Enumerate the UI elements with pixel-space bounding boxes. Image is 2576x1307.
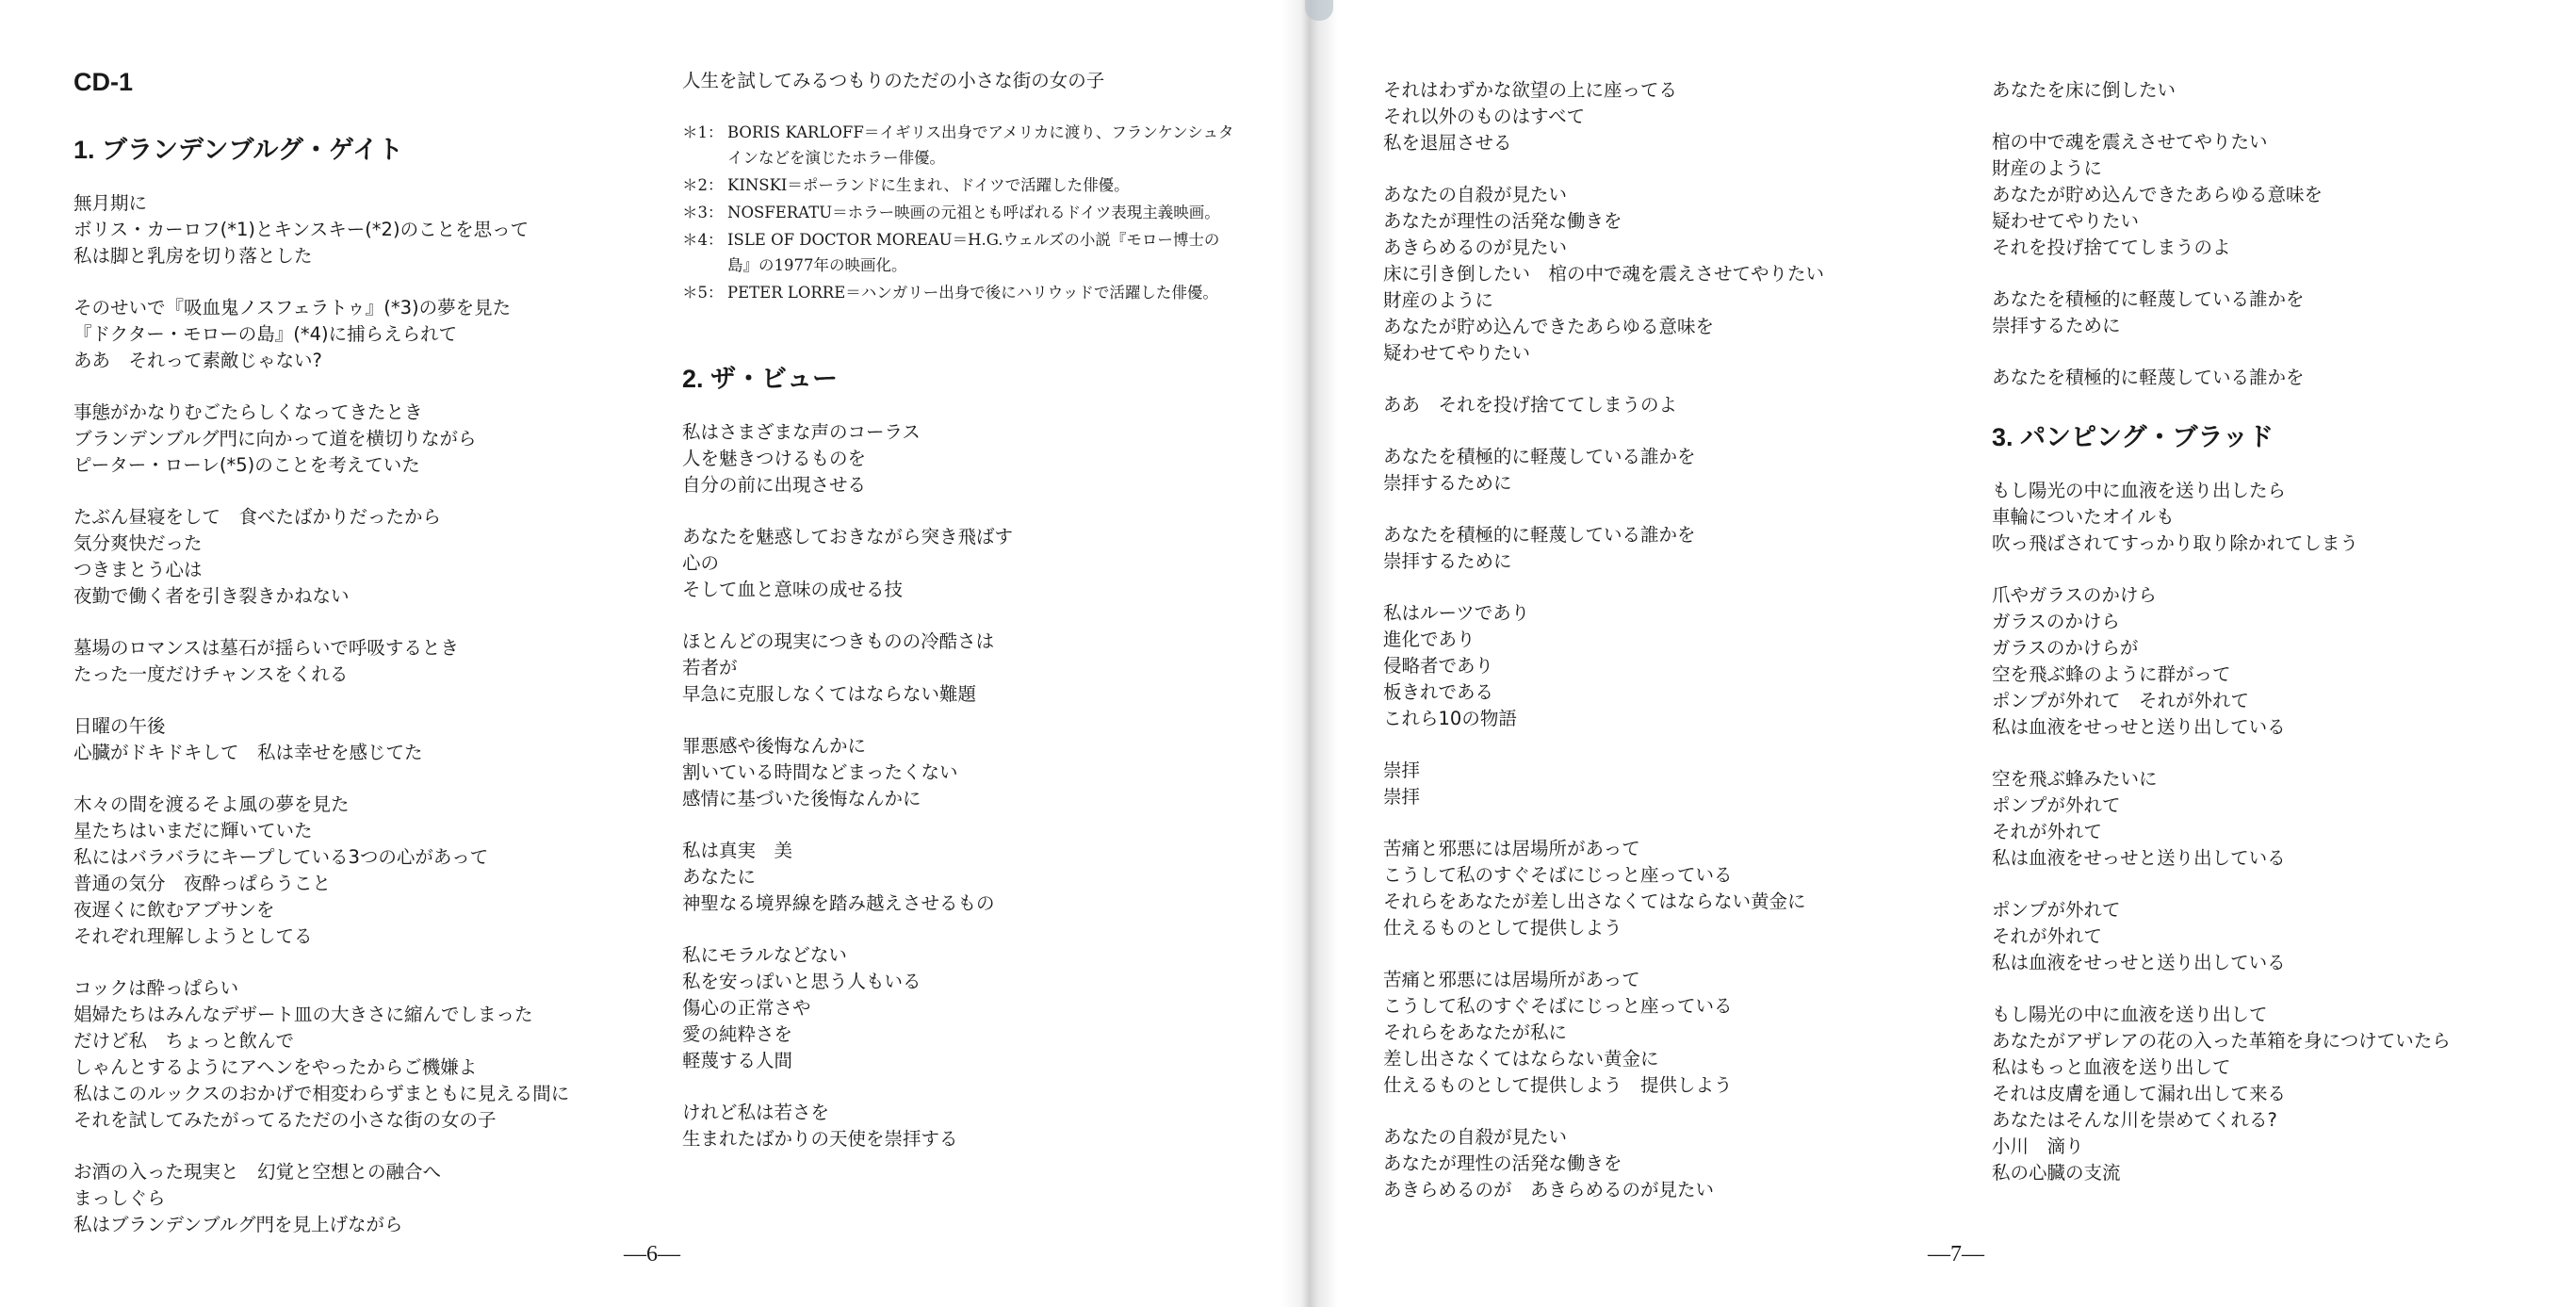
stanza bbox=[1992, 1002, 2576, 1186]
stanza bbox=[73, 792, 658, 950]
lyric-line: 板きれである bbox=[1383, 681, 1494, 703]
lyric-line: 『ドクター・モローの島』(*4)に捕らえられて bbox=[73, 323, 458, 345]
lyric-line: 若者が bbox=[682, 657, 738, 678]
lyric-line: 夜勤で働く者を引き裂きかねない bbox=[73, 585, 350, 607]
lyric-line: ああ それって素敵じゃない? bbox=[73, 350, 322, 371]
lyric-line: それが外れて bbox=[1992, 925, 2103, 947]
lyric-line: あなたを床に倒したい bbox=[1992, 79, 2177, 101]
footnote-mark: ＊1： bbox=[682, 123, 724, 141]
footnote-text: BORIS KARLOFF＝イギリス出身でアメリカに渡り、フランケンシュタインなどを演じたホラー俳優。 bbox=[727, 123, 1234, 167]
lyric-line: そして血と意味の成せる技 bbox=[682, 579, 904, 600]
lyric-line: 疑わせてやりたい bbox=[1383, 342, 1531, 364]
lyric-line: 私の心臓の支流 bbox=[1992, 1162, 2121, 1184]
lyric-line: けれど私は若さを bbox=[682, 1102, 830, 1123]
lyric-line: 私は血液をせっせと送り出している bbox=[1992, 847, 2286, 869]
lyric-line: お酒の入った現実と 幻覚と空想との融合へ bbox=[73, 1161, 442, 1183]
lyric-line: もし陽光の中に血液を送り出して bbox=[1992, 1004, 2268, 1025]
lyric-line: 私はブランデンブルグ門を見上げながら bbox=[73, 1214, 403, 1235]
stanza bbox=[73, 295, 658, 374]
lyric-line: ポンプが外れて bbox=[1992, 794, 2121, 816]
stanza bbox=[682, 68, 1266, 94]
lyric-line: 私は血液をせっせと送り出している bbox=[1992, 716, 2286, 738]
footnotes bbox=[682, 120, 1266, 305]
lyric-line: それを試してみたがってるただの小さな街の女の子 bbox=[73, 1109, 497, 1131]
lyric-line: そのせいで『吸血鬼ノスフェラトゥ』(*3)の夢を見た bbox=[73, 297, 512, 319]
lyric-line: あなたに bbox=[682, 866, 757, 888]
lyric-line: あなたの自殺が見たい bbox=[1383, 1126, 1568, 1148]
lyric-line: 崇拝するために bbox=[1992, 315, 2121, 336]
lyric-line: たぶん昼寝をして 食べたばかりだったから bbox=[73, 506, 442, 528]
lyric-line: 私はルーツであり bbox=[1383, 602, 1530, 624]
lyric-line: ああ それを投げ捨ててしまうのよ bbox=[1383, 394, 1678, 416]
lyric-line: 疑わせてやりたい bbox=[1992, 210, 2140, 232]
stanza bbox=[1992, 478, 2576, 557]
lyric-line: 財産のように bbox=[1383, 289, 1494, 311]
lyrics-stanzas bbox=[1383, 77, 1967, 1203]
lyric-line: 無月期に bbox=[73, 192, 148, 214]
lyric-line: あなたを積極的に軽蔑している誰かを bbox=[1992, 367, 2305, 388]
lyric-line: 小川 滴り bbox=[1992, 1135, 2084, 1157]
lyric-line: 棺の中で魂を震えさせてやりたい bbox=[1992, 131, 2268, 153]
lyric-line: 罪悪感や後悔なんかに bbox=[682, 735, 867, 757]
cd-label: CD-1 bbox=[73, 68, 134, 96]
lyrics-stanzas bbox=[1992, 478, 2576, 1186]
stanza bbox=[682, 838, 1266, 917]
lyric-line: たった一度だけチャンスをくれる bbox=[73, 663, 349, 685]
lyric-line: つきまとう心は bbox=[73, 559, 203, 580]
stanza bbox=[73, 190, 658, 270]
lyric-line: まっしぐら bbox=[73, 1187, 166, 1209]
footnote-text: NOSFERATU＝ホラー映画の元祖とも呼ばれるドイツ表現主義映画。 bbox=[727, 204, 1220, 221]
lyric-line: 星たちはいまだに輝いていた bbox=[73, 820, 313, 841]
lyric-line: 苦痛と邪悪には居場所があって bbox=[1383, 969, 1640, 990]
lyric-line: それは皮膚を通して漏れ出して来る bbox=[1992, 1083, 2287, 1104]
stanza bbox=[682, 942, 1266, 1074]
lyric-line: 私を安っぽいと思う人もいる bbox=[682, 971, 921, 992]
lyric-line: 気分爽快だった bbox=[73, 532, 203, 554]
lyric-line: 爪やガラスのかけら bbox=[1992, 584, 2157, 606]
lyric-line: それが外れて bbox=[1992, 821, 2103, 842]
lyric-line: 割いている時間などまったくない bbox=[682, 761, 958, 783]
lyric-line: それらをあなたが私に bbox=[1383, 1021, 1568, 1043]
stanza bbox=[682, 629, 1266, 708]
footnote-mark: ＊4： bbox=[682, 231, 724, 249]
stanza bbox=[1383, 444, 1967, 497]
lyric-line: あなたがアザレアの花の入った革箱を身につけていたら bbox=[1992, 1030, 2451, 1052]
stanza bbox=[1383, 392, 1967, 418]
lyric-line: 仕えるものとして提供しよう bbox=[1383, 917, 1622, 939]
lyric-line: あなたはそんな川を崇めてくれる? bbox=[1992, 1109, 2277, 1131]
lyric-line: 木々の間を渡るそよ風の夢を見た bbox=[73, 793, 350, 815]
song-title-1: 1. ブランデンブルグ・ゲイト bbox=[73, 136, 403, 164]
lyric-line: 娼婦たちはみんなデザート皿の大きさに縮んでしまった bbox=[73, 1004, 533, 1025]
left-column-1 bbox=[73, 68, 658, 1264]
footnote-text: PETER LORRE＝ハンガリー出身で後にハリウッドで活躍した俳優。 bbox=[727, 284, 1218, 302]
lyric-line: 財産のように bbox=[1992, 157, 2103, 179]
lyric-line: 苦痛と邪悪には居場所があって bbox=[1383, 838, 1640, 859]
lyrics-stanzas bbox=[73, 190, 658, 1238]
lyric-line: あなたを積極的に軽蔑している誰かを bbox=[1383, 524, 1696, 546]
lyric-line: 普通の気分 夜酔っぱらうこと bbox=[73, 873, 332, 894]
lyric-line: コックは酔っぱらい bbox=[73, 977, 239, 999]
lyric-line: 心の bbox=[682, 552, 720, 574]
lyric-line: あなたが貯め込んできたあらゆる意味を bbox=[1992, 184, 2323, 205]
lyric-line: だけど私 ちょっと飲んで bbox=[73, 1030, 295, 1052]
lyric-line: 事態がかなりむごたらしくなってきたとき bbox=[73, 401, 423, 423]
page-number: —6— bbox=[624, 1242, 680, 1266]
lyric-line: あなたの自殺が見たい bbox=[1383, 184, 1568, 205]
lyric-line: 差し出さなくてはならない黄金に bbox=[1383, 1048, 1659, 1070]
left-column-2 bbox=[682, 68, 1266, 1178]
lyric-line: 私は脚と乳房を切り落とした bbox=[73, 245, 313, 267]
lyric-line: 空を飛ぶ蜂のように群がって bbox=[1992, 663, 2231, 685]
lyric-line: あなたを積極的に軽蔑している誰かを bbox=[1383, 446, 1696, 467]
footnote-mark: ＊2： bbox=[682, 176, 724, 194]
stanza bbox=[1383, 758, 1967, 810]
stanza bbox=[682, 733, 1266, 812]
stanza bbox=[1383, 836, 1967, 941]
lyric-line: 生まれたばかりの天使を崇拝する bbox=[682, 1128, 958, 1150]
lyrics-stanzas bbox=[1992, 77, 2576, 391]
lyric-line: 私はもっと血液を送り出して bbox=[1992, 1056, 2231, 1078]
stanza bbox=[682, 1100, 1266, 1152]
footnote-mark: ＊5： bbox=[682, 284, 724, 302]
footnote-mark: ＊3： bbox=[682, 204, 724, 221]
lyric-line: こうして私のすぐそばにじっと座っている bbox=[1383, 864, 1733, 886]
stanza bbox=[1383, 182, 1967, 367]
footnote bbox=[682, 280, 1266, 305]
lyric-line: ほとんどの現実につきものの冷酷さは bbox=[682, 630, 995, 652]
stanza bbox=[73, 400, 658, 479]
lyric-line: 進化であり bbox=[1383, 629, 1475, 650]
lyric-line: 空を飛ぶ蜂みたいに bbox=[1992, 768, 2158, 790]
stanza bbox=[1383, 77, 1967, 156]
lyric-line: 軽蔑する人間 bbox=[682, 1050, 793, 1071]
lyric-line: 私は血液をせっせと送り出している bbox=[1992, 952, 2286, 973]
lyric-line: こうして私のすぐそばにじっと座っている bbox=[1383, 995, 1733, 1017]
lyric-line: 仕えるものとして提供しよう 提供しよう bbox=[1383, 1074, 1733, 1096]
stanza bbox=[1992, 582, 2576, 741]
stanza bbox=[1992, 365, 2576, 391]
stanza bbox=[1383, 600, 1967, 732]
stanza bbox=[73, 504, 658, 610]
lyric-line: これら10の物語 bbox=[1383, 708, 1517, 729]
lyric-line: あきらめるのが あきらめるのが見たい bbox=[1383, 1179, 1715, 1201]
lyric-line: あなたが貯め込んできたあらゆる意味を bbox=[1383, 316, 1715, 337]
stanza bbox=[1992, 897, 2576, 976]
stanza bbox=[682, 524, 1266, 603]
lyric-line: しゃんとするようにアヘンをやったからご機嫌よ bbox=[73, 1056, 478, 1078]
lyric-line: ピーター・ローレ(*5)のことを考えていた bbox=[73, 454, 420, 476]
lyric-line: あなたを積極的に軽蔑している誰かを bbox=[1992, 288, 2305, 310]
lyric-line: 侵略者であり bbox=[1383, 655, 1494, 677]
lyric-line: あなたを魅惑しておきながら突き飛ばす bbox=[682, 526, 1014, 547]
lyric-line: ポンプが外れて bbox=[1992, 899, 2121, 921]
stanza bbox=[1383, 1124, 1967, 1203]
lyric-line: 心臓がドキドキして 私は幸せを感じてた bbox=[73, 742, 423, 763]
lyric-line: ボリス・カーロフ(*1)とキンスキー(*2)のことを思って bbox=[73, 219, 530, 240]
footnote bbox=[682, 172, 1266, 198]
lyric-line: あなたが理性の活発な働きを bbox=[1383, 1152, 1622, 1174]
stanza bbox=[1992, 766, 2576, 872]
right-page bbox=[1338, 0, 2576, 1307]
lyric-line: 愛の純粋さを bbox=[682, 1023, 793, 1045]
song-title-2: 2. ザ・ビュー bbox=[682, 365, 839, 393]
lyric-line: それを投げ捨ててしまうのよ bbox=[1992, 237, 2231, 258]
page-number: —7— bbox=[1928, 1242, 1984, 1266]
lyric-line: 崇拝するために bbox=[1383, 550, 1512, 572]
footnote bbox=[682, 227, 1266, 278]
stanza bbox=[73, 635, 658, 688]
lyric-line: 崇拝するために bbox=[1383, 472, 1512, 494]
lyric-line: 人生を試してみるつもりのただの小さな街の女の子 bbox=[682, 70, 1105, 91]
right-column-2 bbox=[1992, 77, 2576, 1212]
stanza bbox=[1992, 77, 2576, 104]
lyric-line: 早急に克服しなくてはならない難題 bbox=[682, 683, 977, 705]
stanza bbox=[73, 713, 658, 766]
lyric-line: ガラスのかけら bbox=[1992, 611, 2120, 632]
lyrics-stanzas bbox=[682, 419, 1266, 1152]
stanza bbox=[1992, 129, 2576, 261]
lyric-line: 吹っ飛ばされてすっかり取り除かれてしまう bbox=[1992, 532, 2358, 554]
lyric-line: 私は真実 美 bbox=[682, 840, 793, 861]
lyric-line: 日曜の午後 bbox=[73, 715, 166, 737]
lyric-line: 崇拝 bbox=[1383, 786, 1421, 808]
lyric-line: 傷心の正常さや bbox=[682, 997, 811, 1019]
lyric-line: 私を退屈させる bbox=[1383, 132, 1512, 154]
stanza bbox=[1383, 967, 1967, 1099]
stanza bbox=[1383, 522, 1967, 575]
lyric-line: 私にモラルなどない bbox=[682, 944, 847, 966]
right-column-1 bbox=[1383, 77, 1967, 1229]
lyric-line: ブランデンブルグ門に向かって道を横切りながら bbox=[73, 428, 477, 449]
song-title-3: 3. パンピング・ブラッド bbox=[1992, 423, 2274, 451]
stanza bbox=[73, 1159, 658, 1238]
lyric-line: 私はさまざまな声のコーラス bbox=[682, 421, 921, 443]
stanza bbox=[73, 975, 658, 1134]
lyric-line: それはわずかな欲望の上に座ってる bbox=[1383, 79, 1678, 101]
footnote bbox=[682, 120, 1266, 171]
lyric-line: 人を魅きつけるものを bbox=[682, 448, 867, 469]
lyric-line: もし陽光の中に血液を送り出したら bbox=[1992, 480, 2287, 501]
lyric-line: 私はこのルックスのおかげで相変わらずまともに見える間に bbox=[73, 1083, 570, 1104]
lyrics-continuation bbox=[682, 68, 1266, 94]
lyric-line: 感情に基づいた後悔なんかに bbox=[682, 788, 921, 809]
footnote bbox=[682, 200, 1266, 225]
lyric-line: 墓場のロマンスは墓石が揺らいで呼吸するとき bbox=[73, 637, 459, 659]
lyric-line: 神聖なる境界線を踏み越えさせるもの bbox=[682, 892, 995, 914]
lyric-line: ガラスのかけらが bbox=[1992, 637, 2139, 659]
footnote-text: ISLE OF DOCTOR MOREAU＝H.G.ウェルズの小説『モロー博士の島』の1977年の映画化。 bbox=[727, 231, 1220, 274]
lyric-line: 自分の前に出現させる bbox=[682, 474, 867, 496]
lyric-line: それらをあなたが差し出さなくてはならない黄金に bbox=[1383, 890, 1806, 912]
lyric-line: ポンプが外れて それが外れて bbox=[1992, 690, 2250, 711]
lyric-line: あなたが理性の活発な働きを bbox=[1383, 210, 1622, 232]
footnote-text: KINSKI＝ポーランドに生まれ、ドイツで活躍した俳優。 bbox=[727, 176, 1130, 194]
lyric-line: それぞれ理解しようとしてる bbox=[73, 925, 313, 947]
stanza bbox=[1992, 286, 2576, 339]
lyric-line: 崇拝 bbox=[1383, 760, 1421, 781]
lyric-line: それ以外のものはすべて bbox=[1383, 106, 1586, 127]
lyric-line: あきらめるのが見たい bbox=[1383, 237, 1568, 258]
lyric-line: 夜遅くに飲むアブサンを bbox=[73, 899, 275, 921]
lyric-line: 私にはバラバラにキープしている3つの心があって bbox=[73, 846, 489, 868]
stanza bbox=[682, 419, 1266, 498]
lyric-line: 車輪についたオイルも bbox=[1992, 506, 2175, 528]
lyric-line: 床に引き倒したい 棺の中で魂を震えさせてやりたい bbox=[1383, 263, 1825, 285]
